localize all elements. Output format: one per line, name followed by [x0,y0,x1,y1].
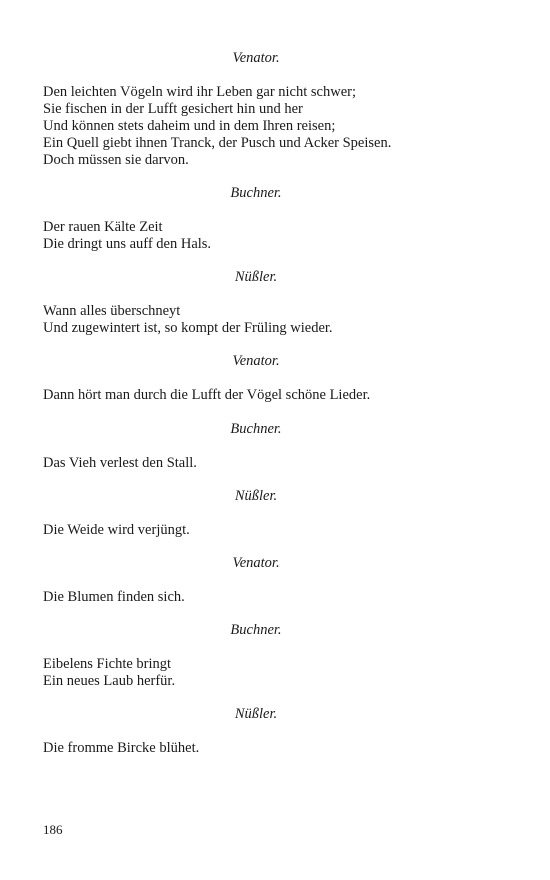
speaker-name: Nüßler. [234,706,278,722]
verse-block [43,656,523,690]
verse-line: Doch müssen sie darvon. [43,152,189,168]
speaker-name: Buchner. [230,622,282,638]
verse-line: Die Blumen finden sich. [43,589,185,605]
speaker-name: Nüßler. [234,269,278,285]
verse-line: Ein Quell giebt ihnen Tranck, der Pusch und Acker Speisen. [43,135,392,151]
speaker-name: Buchner. [230,185,282,201]
verse-line: Und zugewintert ist, so kompt der Früling wieder. [43,320,333,336]
verse-block [43,740,523,757]
speaker-name: Venator. [232,353,280,369]
verse-line: Die fromme Bircke blühet. [43,740,200,756]
verse-line: Das Vieh verlest den Stall. [43,455,197,471]
verse-line: Die Weide wird verjüngt. [43,522,190,538]
verse-block [43,219,523,253]
verse-line: Der rauen Kälte Zeit [43,219,163,235]
verse-line: Wann alles überschneyt [43,303,181,319]
verse-block [43,522,523,539]
verse-line: Und können stets daheim und in dem Ihren reisen; [43,118,336,134]
page-number: 186 [43,822,63,837]
verse-line: Eibelens Fichte bringt [43,656,172,672]
speaker-name: Nüßler. [234,488,278,504]
verse-line: Sie fischen in der Lufft gesichert hin und her [43,101,303,117]
verse-block [43,589,523,606]
speaker-name: Buchner. [230,421,282,437]
verse-block [43,84,523,169]
verse-line: Ein neues Laub herfür. [43,673,176,689]
verse-line: Dann hört man durch die Lufft der Vögel schöne Lieder. [43,387,371,403]
verse-block [43,303,523,337]
verse-line: Den leichten Vögeln wird ihr Leben gar nicht schwer; [43,84,356,100]
speaker-name: Venator. [232,50,280,66]
verse-line: Die dringt uns auff den Hals. [43,236,212,252]
verse-block [43,455,523,472]
speaker-name: Venator. [232,555,280,571]
verse-block [43,387,523,404]
